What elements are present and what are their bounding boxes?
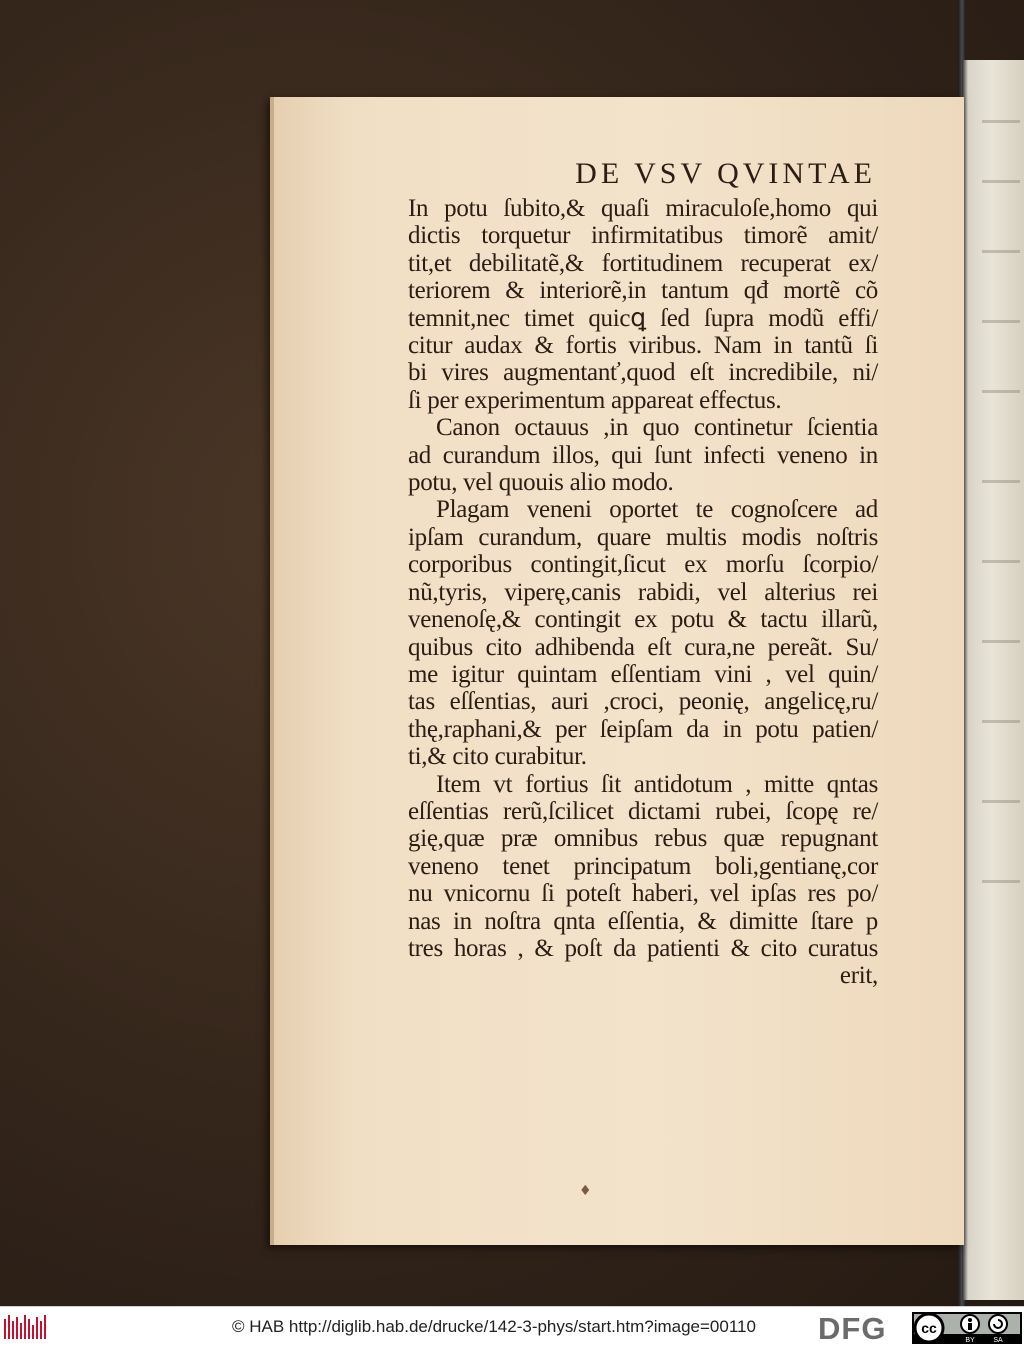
cc-icon	[915, 1314, 943, 1342]
text-line: Item vt fortius ſit antidotum , mitte qntas	[436, 770, 878, 798]
svg-text:SA: SA	[993, 1337, 1003, 1344]
book-page	[270, 97, 964, 1245]
text-line: corporibus contingit,ſicut ex morſu ſcorpio/	[408, 551, 878, 579]
svg-text:cc: cc	[921, 1320, 937, 1336]
text-line: nũ,tyris, viperę,canis rabidi, vel alterius rei	[408, 578, 878, 606]
text-line: tit,et debilitatẽ,& fortitudinem recuperat ex/	[408, 249, 878, 277]
text-line: ti,& cito curabitur.	[408, 743, 587, 771]
text-line: bi vires augmentanť,quod eſt incredibile, ni/	[408, 359, 878, 387]
text-line: temnit,nec timet quicꝗ ſed ſupra modũ effi/	[408, 304, 878, 332]
text-line: erit,	[839, 962, 878, 990]
text-line: tres horas , & poſt da patienti & cito curatus	[408, 934, 878, 962]
running-head: DE VSV QVINTAE	[575, 157, 876, 190]
text-line: quibus cito adhibenda eſt cura,ne pereãt. Su/	[408, 633, 878, 661]
text-line: ad curandum illos, qui ſunt infecti veneno in	[408, 441, 878, 469]
text-line: Canon octauus ,in quo continetur ſcientia	[436, 414, 878, 442]
text-line: ſi per experimentum appareat effectus.	[408, 386, 782, 414]
footer-bar	[0, 1306, 1024, 1347]
text-line: eſſentias rerũ,ſcilicet dictami rubei, ſcopę re/	[408, 797, 878, 825]
text-line: teriorem & interiorẽ,in tantum qđ mortẽ cõ	[408, 277, 878, 305]
dfg-logo[interactable]: DFG	[818, 1311, 887, 1346]
text-line: thę,raphani,& per ſeipſam da in potu patien/	[408, 715, 878, 743]
text-line: venenoſę,& contingit ex potu & tactu illarũ,	[408, 606, 878, 634]
license-badge[interactable]	[912, 1312, 1022, 1344]
text-line: potu, vel quouis alio modo.	[408, 469, 674, 497]
adjacent-page-edge	[962, 60, 1024, 1300]
text-line: citur audax & fortis viribus. Nam in tantũ ſi	[408, 332, 878, 360]
text-line: veneno tenet principatum boli,gentianę,cor	[408, 852, 878, 880]
text-line: nu vnicornu ſi poteſt haberi, vel ipſas res po/	[408, 880, 878, 908]
page-text-block	[408, 157, 878, 990]
signature-mark: ♦	[579, 1183, 592, 1199]
svg-text:BY: BY	[965, 1337, 975, 1344]
text-line: tas eſſentias, auri ,croci, peonię, angelicę,ru/	[408, 688, 878, 716]
text-line: dictis torquetur infirmitatibus timorẽ amit/	[408, 222, 878, 250]
text-lines	[408, 195, 878, 990]
text-line: Plagam veneni oportet te cognoſcere ad	[436, 496, 878, 524]
text-line: gię,quæ præ omnibus rebus quæ repugnant	[408, 825, 878, 853]
text-line: ipſam curandum, quare multis modis noſtris	[408, 523, 878, 551]
credit-link[interactable]: © HAB http://diglib.hab.de/drucke/142-3-phys/start.htm?image=00110	[232, 1317, 756, 1336]
text-line: me igitur quintam eſſentiam vini , vel quin/	[408, 660, 878, 688]
hab-logo-icon[interactable]	[4, 1315, 48, 1341]
text-line: nas in noſtra qnta eſſentia, & dimitte ſtare p	[408, 907, 878, 935]
text-line: In potu ſubito,& quaſi miraculoſe,homo qui	[408, 195, 878, 222]
